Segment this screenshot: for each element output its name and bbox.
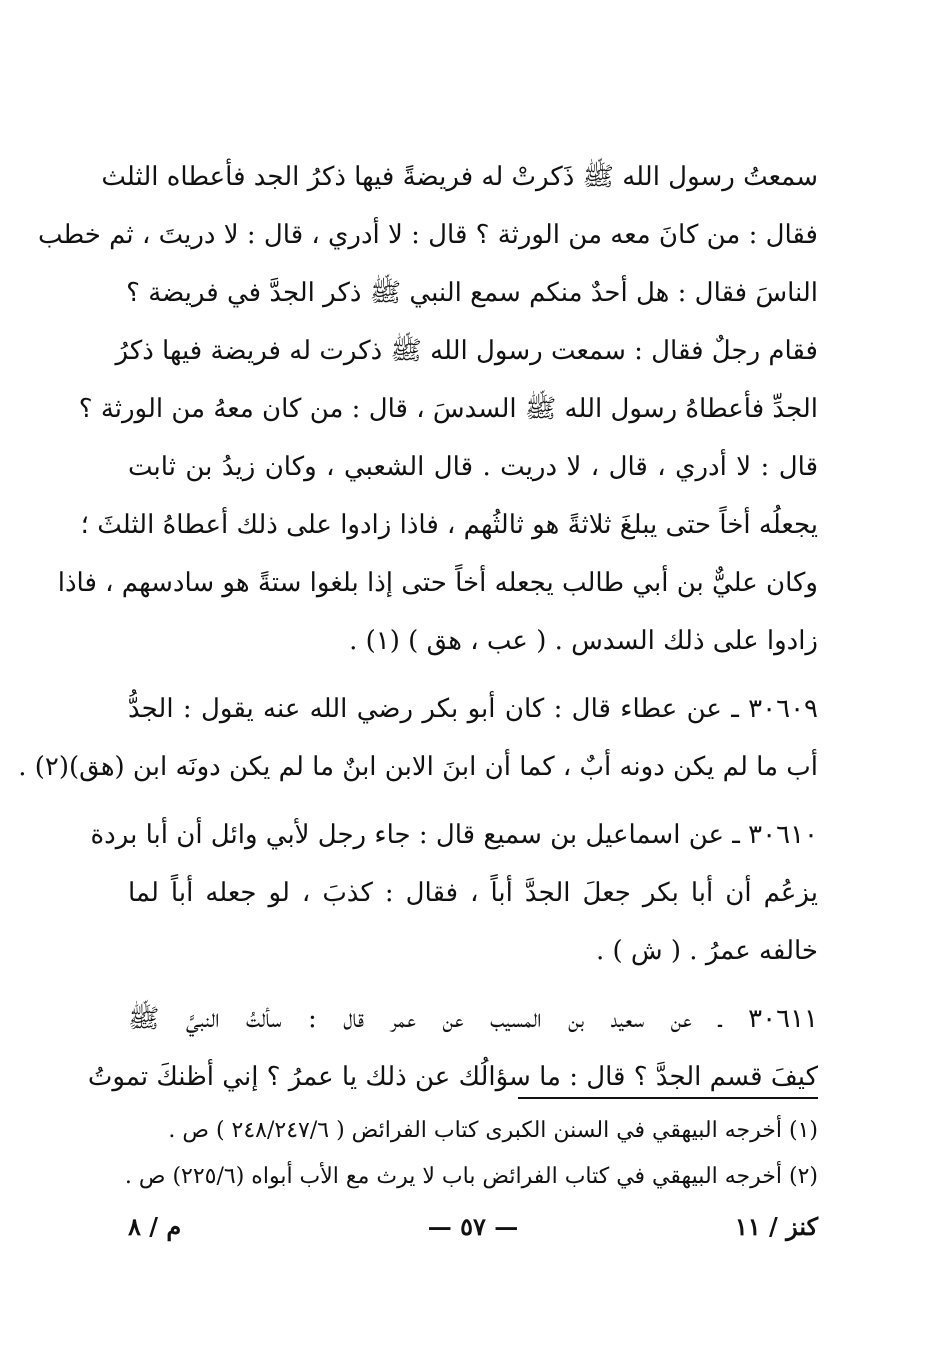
text-line: الجدِّ فأعطاهُ رسول الله ﷺ السدسَ ، قال : من كان معهُ من الورثة ؟ <box>78 394 818 424</box>
text-line: ٣٠٦١٠ ـ عن اسماعيل بن سميع قال : جاء رجل لأبي وائل أن أبا بردة <box>90 820 818 850</box>
main-text <box>18 148 818 1106</box>
text-line: وكان عليٌّ بن أبي طالب يجعله أخاً حتى إذا بلغوا ستةً هو سادسهم ، فاذا <box>57 568 818 598</box>
text-line: كيفَ قسم الجدَّ ؟ قال : ما سؤالُك عن ذلك يا عمرُ ؟ إني أظنكَ تموتُ <box>87 1062 818 1092</box>
footnotes <box>124 1108 818 1200</box>
paragraph-30609 <box>18 680 818 796</box>
text-line: زادوا على ذلك السدس . ( عب ، هق ) (١) . <box>349 626 818 656</box>
text-line: يجعلُه أخاً حتى يبلغَ ثلاثةً هو ثالثُهم ، فاذا زادوا على ذلك أعطاهُ الثلثَ ؛ <box>80 510 818 540</box>
footnote-2: (٢) أخرجه البيهقي في كتاب الفرائض باب لا يرث مع الأب أبواه (٢٢٥/٦) ص . <box>124 1164 818 1189</box>
text-line: ٣٠٦١١ ـ عن سعيد بن المسيب عن عمر قال : سألتُ النبيَّ ﷺ <box>128 1004 818 1034</box>
text-line: ٣٠٦٠٩ ـ عن عطاء قال : كان أبو بكر رضي الله عنه يقول : الجدُّ <box>128 694 818 724</box>
page-number: — ٥٧ — <box>427 1212 519 1241</box>
text-line: الناسَ فقال : هل أحدٌ منكم سمع النبي ﷺ ذكر الجدَّ في فريضة ؟ <box>126 278 818 308</box>
text-line: خالفه عمرُ . ( ش ) . <box>595 936 818 966</box>
paragraph-1 <box>37 148 818 670</box>
text-line: سمعتُ رسول الله ﷺ ذَكرتْ له فريضةً فيها ذكرُ الجد فأعطاه الثلث <box>101 162 818 192</box>
paragraph-30611 <box>87 990 818 1106</box>
page-footer <box>128 1212 818 1252</box>
text-line: فقال : من كانَ معه من الورثة ؟ قال : لا أدري ، قال : لا دريتَ ، ثم خطب <box>37 220 818 250</box>
footnote-1: (١) أخرجه البيهقي في السنن الكبرى كتاب الفرائض ( ٢٤٨/٢٤٧/٦ ) ص . <box>168 1118 818 1143</box>
text-line: يزعُم أن أبا بكر جعلَ الجدَّ أباً ، فقال : كذبَ ، لو جعله أباً لما <box>128 878 818 908</box>
footnote-divider <box>518 1097 818 1099</box>
paragraph-30610 <box>90 806 818 980</box>
volume-label: كنز / ١١ <box>734 1212 818 1241</box>
text-line: قال : لا أدري ، قال ، لا دريت . قال الشعبي ، وكان زيدُ بن ثابت <box>128 452 818 482</box>
signature-mark: م / ٨ <box>128 1212 182 1241</box>
text-line: فقام رجلٌ فقال : سمعت رسول الله ﷺ ذكرت له فريضة فيها ذكرُ <box>115 336 818 366</box>
text-line: أب ما لم يكن دونه أبٌ ، كما أن ابنَ الابن ابنٌ ما لم يكن دونَه ابن (هق)(٢) . <box>18 752 818 782</box>
